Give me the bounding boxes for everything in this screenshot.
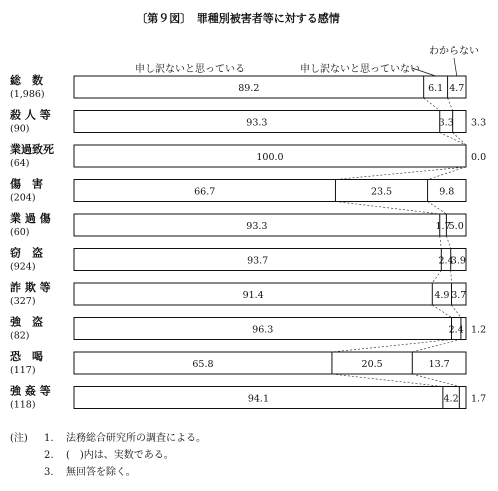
connector-line — [335, 202, 439, 215]
connector-line — [412, 340, 461, 353]
connector-line — [428, 202, 447, 215]
chart-title: 〔第９図〕 罪種別被害者等に対する感情 — [136, 12, 340, 25]
category-count: (118) — [10, 399, 36, 411]
category-labels — [10, 73, 54, 411]
legend-label: 申し訳ないと思っていない — [300, 64, 420, 75]
legend-label: 申し訳ないと思っている — [135, 64, 245, 75]
data-label: 1.7 — [471, 393, 487, 405]
data-label: 5.0 — [448, 221, 464, 232]
legend-leader — [454, 58, 457, 76]
connector-line — [428, 167, 466, 180]
connector-line — [453, 133, 466, 146]
category-name: 強 盗 — [10, 315, 43, 329]
note-text: ( )内は、実数である。 — [66, 450, 174, 461]
category-name: 業過致死 — [10, 143, 54, 156]
bar-outline — [74, 111, 466, 133]
data-label: 4.9 — [434, 290, 450, 301]
notes-lead: (注) — [10, 433, 28, 444]
connector-line — [451, 305, 460, 318]
category-name: 殺 人 等 — [10, 108, 51, 122]
data-label: 66.7 — [194, 186, 216, 198]
legend — [135, 45, 479, 76]
data-label: 3.9 — [450, 255, 466, 267]
data-label: 3.3 — [471, 117, 487, 129]
bar-outline — [74, 76, 466, 98]
data-label: 23.5 — [370, 186, 393, 198]
data-label: 91.4 — [242, 290, 264, 301]
connector-line — [424, 98, 440, 111]
category-name: 詐 欺 等 — [10, 281, 51, 294]
data-label: 2.4 — [448, 324, 464, 336]
data-label: 89.2 — [238, 83, 260, 94]
data-label: 20.5 — [361, 359, 383, 370]
notes — [10, 430, 206, 481]
data-label: 4.7 — [449, 83, 465, 94]
bar-outline — [74, 283, 466, 305]
connector-line — [432, 271, 441, 284]
category-name: 傷 害 — [10, 177, 43, 191]
category-count: (117) — [10, 365, 36, 376]
category-count: (82) — [10, 330, 30, 342]
data-label: 0.0 — [471, 152, 487, 163]
category-count: (64) — [10, 158, 30, 169]
category-name: 総 数 — [10, 74, 43, 87]
category-count: (90) — [10, 123, 30, 135]
category-count: (1,986) — [10, 89, 45, 100]
category-name: 業 過 傷 — [10, 212, 51, 225]
bar-outline — [74, 214, 466, 236]
bar-outline — [74, 249, 466, 271]
connector-line — [448, 98, 453, 111]
legend-label: わからない — [429, 46, 479, 57]
data-label: 13.7 — [428, 359, 450, 370]
data-label: 96.3 — [252, 324, 274, 336]
category-count: (327) — [10, 296, 36, 307]
note-item — [10, 430, 206, 447]
data-label: 4.2 — [443, 393, 459, 405]
data-label: 94.1 — [247, 393, 270, 405]
data-label: 1.7 — [435, 221, 451, 232]
data-label: 1.2 — [471, 324, 487, 336]
data-label: 2.4 — [438, 255, 454, 267]
category-count: (60) — [10, 227, 30, 238]
bars — [74, 76, 486, 409]
data-label: 65.8 — [192, 359, 214, 370]
note-item — [10, 464, 206, 481]
data-label: 3.7 — [451, 290, 467, 301]
note-number: 2. — [44, 450, 54, 461]
data-label: 93.3 — [246, 221, 268, 232]
data-label: 93.7 — [247, 255, 269, 267]
connector-line — [446, 236, 450, 249]
data-label: 6.1 — [428, 83, 444, 94]
bar-outline — [74, 387, 466, 409]
connector-line — [451, 271, 452, 284]
data-label: 3.3 — [438, 117, 454, 129]
note-text: 無回答を除く。 — [66, 467, 136, 478]
bar-outline — [74, 180, 466, 202]
connector-line — [432, 305, 451, 318]
connector-line — [332, 340, 452, 353]
connector-line — [440, 133, 466, 146]
note-number: 1. — [44, 433, 54, 444]
category-count: (204) — [10, 192, 36, 204]
note-text: 法務総合研究所の調査による。 — [66, 433, 206, 444]
data-label: 9.8 — [439, 186, 455, 198]
note-item — [10, 447, 206, 464]
data-label: 100.0 — [256, 152, 284, 163]
category-count: (924) — [10, 261, 36, 273]
note-number: 3. — [44, 467, 54, 478]
bar-outline — [74, 352, 466, 374]
category-name: 強 姦 等 — [10, 384, 51, 398]
connector-line — [332, 374, 443, 387]
data-label: 93.3 — [246, 117, 268, 129]
connector-line — [440, 236, 442, 249]
connector-line — [412, 374, 459, 387]
category-name: 窃 盗 — [10, 246, 43, 260]
category-name: 恐 喝 — [10, 350, 43, 363]
